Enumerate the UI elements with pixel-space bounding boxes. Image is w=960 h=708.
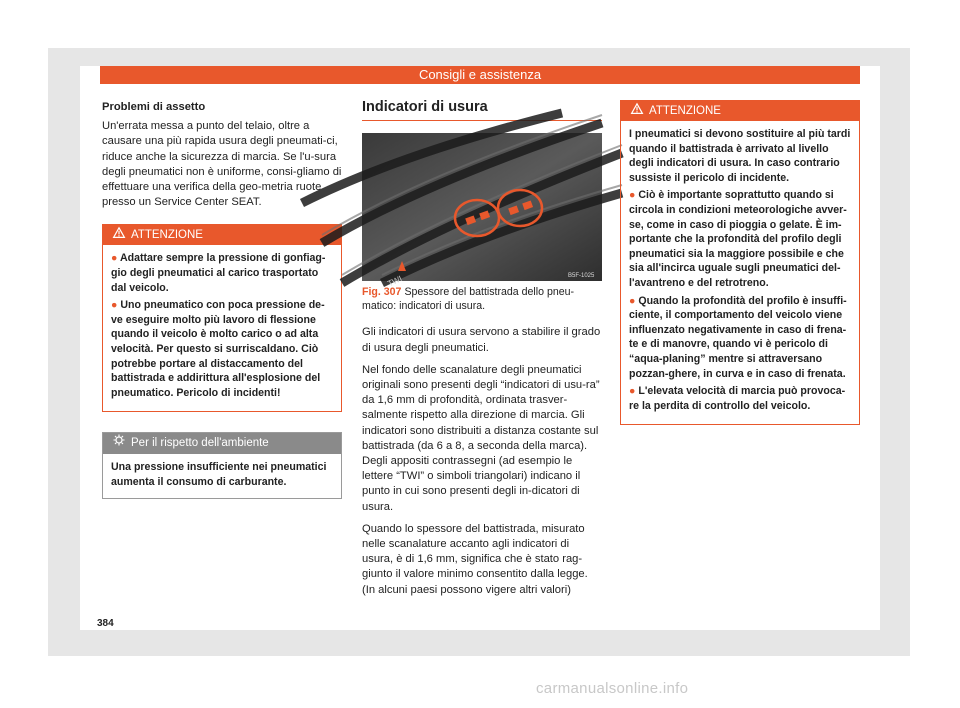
figure-caption — [362, 286, 602, 313]
environment-header — [103, 433, 341, 454]
warning-header — [103, 225, 341, 245]
bullet-icon: ● — [629, 189, 639, 202]
warning-header — [621, 101, 859, 121]
environment-title: Per il rispetto dell'ambiente — [131, 437, 269, 450]
caption-text: Spessore del battistrada dello pneu-matico: indicatori di usura. — [362, 286, 575, 312]
warning-item: ● Quando la profondità del profilo è insuffi-ciente, il comportamento del veicolo viene influenzato negativamente in caso di frena-te e di manovre, quando vi è pericolo di “aqua-planing” mentre si attraversano pozzan-ghere, in curva e in caso di frenata. — [629, 294, 847, 380]
figure-code: B5F-1025 — [568, 273, 595, 280]
section-heading: Problemi di assetto — [102, 101, 206, 113]
warning-title: ATTENZIONE — [131, 229, 203, 242]
column-left — [102, 100, 342, 499]
paragraph: Nel fondo delle scanalature degli pneumatici originali sono presenti degli “indicatori di usu-ra” da 1,6 mm di profondità, ordinata trasver-salmente rispetto alla direzione di marcia. Gli indicatori sono distribuiti a distanza costante sul battistrada (da 6 a 8, a seconda della marca). Degli appositi contrassegni (ad esempio le lettere “TWI” o simboli triangolari) indicano il punto in cui sono presenti degli in-dicatori di usura. — [362, 363, 600, 513]
environment-body: Una pressione insufficiente nei pneumatici aumenta il consumo di carburante. — [111, 461, 327, 488]
paragraph: Un'errata messa a punto del telaio, oltre a causare una più rapida usura degli pneumati-ci, riduce anche la sicurezza di marcia. Se l'u-sura degli pneumatici non è uniforme, consi-gliamo di effettuare una verifica della geo-metria ruote presso un Service Center SEAT. — [102, 120, 342, 209]
bullet-icon: ● — [111, 299, 121, 312]
environment-box — [102, 432, 342, 498]
warning-body — [103, 245, 341, 411]
paragraph: Quando lo spessore del battistrada, misurato nelle scanalature accanto agli indicatori di usura, è di 1,6 mm, significa che è stato rag-giunto il valore minimo consentito dalla legge. (In alcuni paesi possono vigere altri valori) — [362, 522, 588, 596]
bullet-icon: ● — [111, 252, 120, 265]
column-right — [620, 100, 860, 425]
warning-item: ● L'elevata velocità di marcia può provoca-re la perdita di controllo del veicolo. — [629, 385, 846, 412]
column-middle — [362, 100, 602, 605]
tire-tread-figure — [362, 133, 602, 289]
watermark: carmanualsonline.info — [536, 680, 689, 697]
warning-triangle-icon — [631, 101, 643, 121]
bullet-icon: ● — [629, 294, 639, 307]
warning-box — [620, 100, 860, 425]
warning-item: ● Uno pneumatico con poca pressione de-ve eseguire molto più lavoro di flessione quando il veicolo è molto carico o ad alta velocità. Per questo si surriscaldano. Ciò potrebbe portare al distaccamento del battistrada e addirittura all'esplosione del pneumatico. Pericolo di incidenti! — [111, 299, 325, 399]
section-title: Indicatori di usura — [362, 100, 602, 121]
warning-intro: I pneumatici si devono sostituire al più tardi quando il battistrada è arrivato al livello degli indicatori di usura. In caso contrario sussiste il pericolo di incidente. — [629, 128, 851, 184]
warning-box — [102, 224, 342, 412]
warning-body — [621, 121, 859, 424]
page-number: 384 — [97, 618, 114, 629]
paragraph: Gli indicatori di usura servono a stabilire il grado di usura degli pneumatici. — [362, 326, 601, 354]
warning-item: ● Ciò è importante soprattutto quando si circola in condizioni meteorologiche avver-se, come in caso di pioggia o gelate. È im-portante che la profondità del profilo degli pneumatici sia la maggiore possibile e che sia all'incirca uguale sugli pneumatici del-l'avantreno e del retrotreno. — [629, 189, 847, 289]
chapter-header: Consigli e assistenza — [100, 66, 860, 84]
warning-title: ATTENZIONE — [649, 105, 721, 117]
warning-triangle-icon — [113, 225, 125, 245]
leaf-icon — [113, 433, 125, 454]
figure-number: Fig. 307 — [362, 286, 402, 299]
bullet-icon: ● — [629, 385, 639, 398]
twi-marking: TWI — [386, 274, 404, 289]
warning-item: ● Adattare sempre la pressione di gonfiag-gio degli pneumatici al carico trasportato dal veicolo. — [111, 252, 326, 294]
